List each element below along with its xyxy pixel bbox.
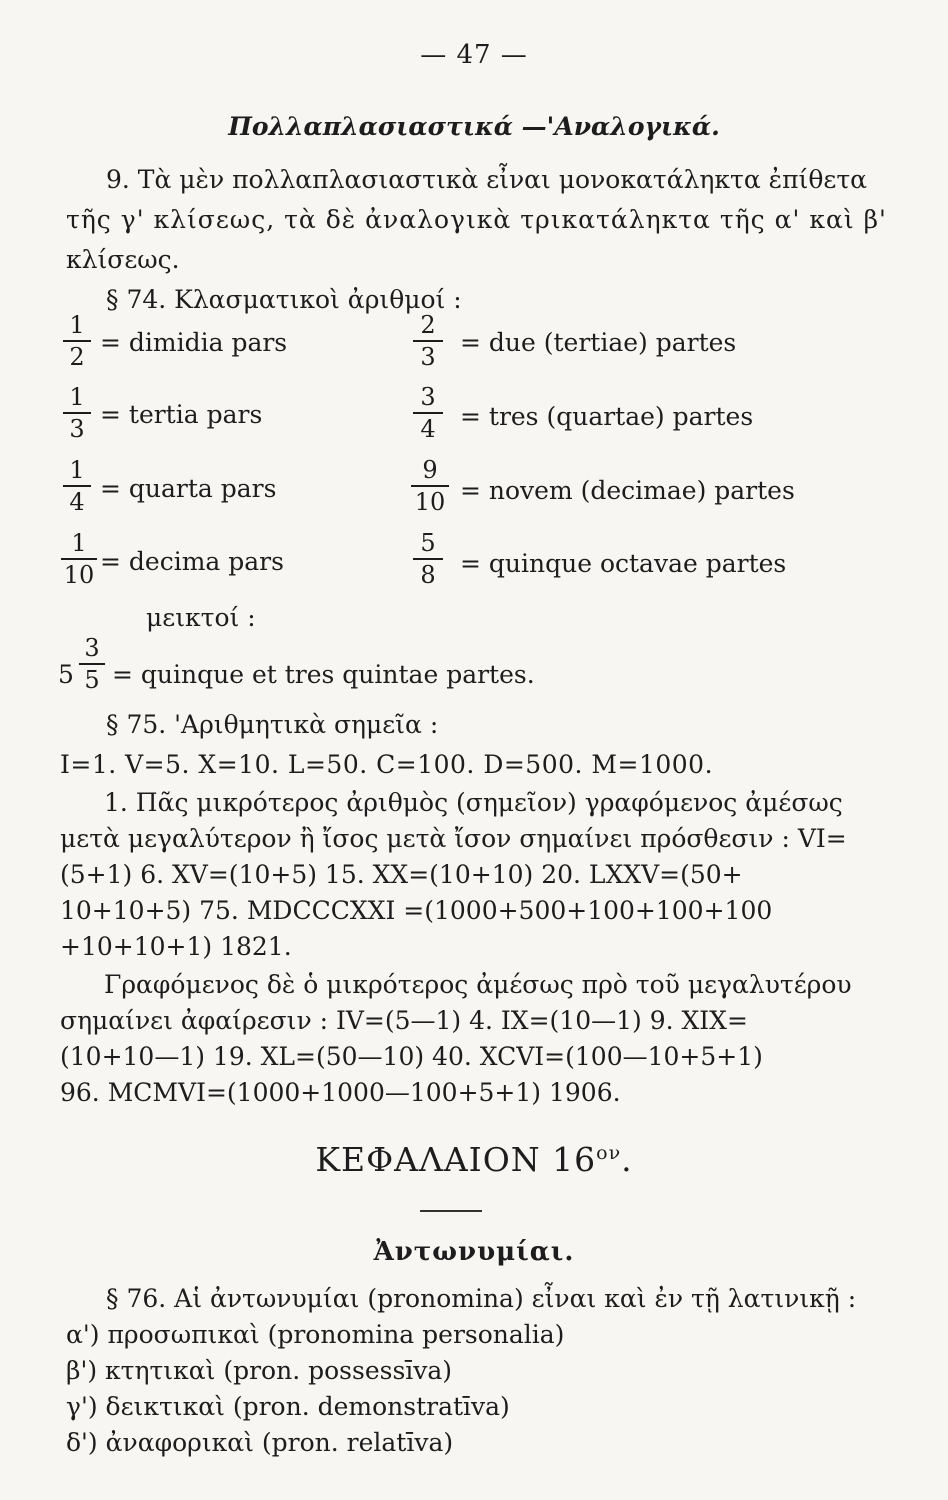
fraction-numerator: 2: [420, 311, 436, 339]
sec76-line-1: § 76. Αἱ ἀντωνυμίαι (pronomina) εἶναι καὶ ἐν τῇ λατινικῇ :: [106, 1284, 857, 1313]
fraction-left-2-text: = tertia pars: [100, 400, 263, 429]
fraction-numerator: 1: [69, 383, 85, 411]
para9-line-2: τῆς γ' κλίσεως, τὰ δὲ ἀναλογικὰ τρικατάληκτα τῆς α' καὶ β': [66, 205, 887, 234]
fraction-left-3-text: = quarta pars: [100, 474, 277, 503]
fraction-left-3: [62, 455, 92, 517]
fraction-right-3: [410, 455, 450, 517]
fraction-numerator: 1: [71, 529, 87, 557]
fraction-denominator: 10: [414, 488, 446, 516]
fraction-left-4-text: = decima pars: [100, 547, 284, 576]
mixed-label: μεικτοί :: [146, 603, 256, 632]
roman-numerals-line: I=1. V=5. X=10. L=50. C=100. D=500. M=1000.: [60, 750, 714, 779]
fraction-numerator: 1: [69, 311, 85, 339]
chapter-title-dot: .: [621, 1140, 633, 1179]
mixed-whole: 5: [58, 660, 74, 689]
para9-line-3: κλίσεως.: [66, 245, 180, 274]
fraction-right-1: [412, 310, 444, 372]
fraction-left-1-text: = dimidia pars: [100, 328, 288, 357]
para1-line-5: +10+10+1) 1821.: [60, 932, 292, 961]
fraction-denominator: 4: [69, 488, 85, 516]
chapter-divider: [420, 1210, 482, 1212]
fraction-denominator: 8: [420, 561, 436, 589]
sec76-item-c: γ') δεικτικαὶ (pron. demonstratīva): [66, 1392, 510, 1421]
fraction-denominator: 3: [69, 415, 85, 443]
fraction-numerator: 1: [69, 456, 85, 484]
fraction-denominator: 10: [63, 561, 95, 589]
fraction-right-2: [412, 382, 444, 444]
para2-line-4: 96. MCMVI=(1000+1000—100+5+1) 1906.: [60, 1078, 621, 1107]
chapter-ordinal-suffix: ον: [596, 1142, 622, 1164]
para1-line-1: 1. Πᾶς μικρότερος ἀριθμὸς (σημεῖον) γραφόμενος ἀμέσως: [104, 788, 843, 817]
fraction-left-4: [60, 528, 98, 590]
sec76-item-b: β') κτητικαὶ (pron. possessīva): [66, 1356, 453, 1385]
para1-line-4: 10+10+5) 75. MDCCCXXI =(1000+500+100+100+100: [60, 896, 773, 925]
fraction-numerator: 3: [420, 383, 436, 411]
fraction-denominator: 3: [420, 343, 436, 371]
mixed-fraction: [78, 633, 106, 695]
fraction-right-1-text: = due (tertiae) partes: [460, 328, 737, 357]
fraction-left-1: [62, 310, 92, 372]
fraction-right-3-text: = novem (decimae) partes: [460, 476, 795, 505]
sec76-item-a: α') προσωπικαὶ (pronomina personalia): [66, 1320, 565, 1349]
para9-line-1: 9. Τὰ μὲν πολλαπλασιαστικὰ εἶναι μονοκατάληκτα ἐπίθετα: [106, 165, 868, 194]
fraction-numerator: 5: [420, 529, 436, 557]
fraction-numerator: 3: [84, 634, 100, 662]
fraction-denominator: 5: [84, 666, 100, 694]
fraction-right-4: [412, 528, 444, 590]
para1-line-3: (5+1) 6. XV=(10+5) 15. XX=(10+10) 20. LXXV=(50+: [60, 860, 743, 889]
fraction-right-4-text: = quinque octavae partes: [460, 549, 787, 578]
mixed-text: = quinque et tres quintae partes.: [112, 660, 535, 689]
para2-line-1: Γραφόμενος δὲ ὁ μικρότερος ἀμέσως πρὸ τοῦ μεγαλυτέρου: [104, 970, 852, 999]
fraction-left-2: [62, 382, 92, 444]
fraction-denominator: 2: [69, 343, 85, 371]
para1-line-2: μετὰ μεγαλύτερον ἢ ἴσος μετὰ ἴσον σημαίνει πρόσθεσιν : VI=: [60, 824, 847, 853]
fraction-denominator: 4: [420, 415, 436, 443]
page-number: — 47 —: [420, 40, 528, 70]
section-heading: Πολλαπλασιαστικά —'Αναλογικά.: [228, 112, 720, 141]
para2-line-2: σημαίνει ἀφαίρεσιν : IV=(5—1) 4. IX=(10—1) 9. XIX=: [60, 1006, 748, 1035]
para2-line-3: (10+10—1) 19. XL=(50—10) 40. XCVI=(100—10+5+1): [60, 1042, 763, 1071]
sec74-title: § 74. Κλασματικοὶ ἀριθμοί :: [106, 285, 462, 314]
chapter-title: [0, 1140, 948, 1179]
chapter-title-text: ΚΕΦΑΛΑΙΟΝ 16: [315, 1140, 597, 1179]
sec76-item-d: δ') ἀναφορικαὶ (pron. relatīva): [66, 1428, 454, 1457]
fraction-right-2-text: = tres (quartae) partes: [460, 402, 754, 431]
fraction-numerator: 9: [422, 456, 438, 484]
chapter-subtitle: Ἀντωνυμίαι.: [373, 1237, 575, 1267]
sec75-title: § 75. 'Αριθμητικὰ σημεῖα :: [106, 710, 439, 739]
